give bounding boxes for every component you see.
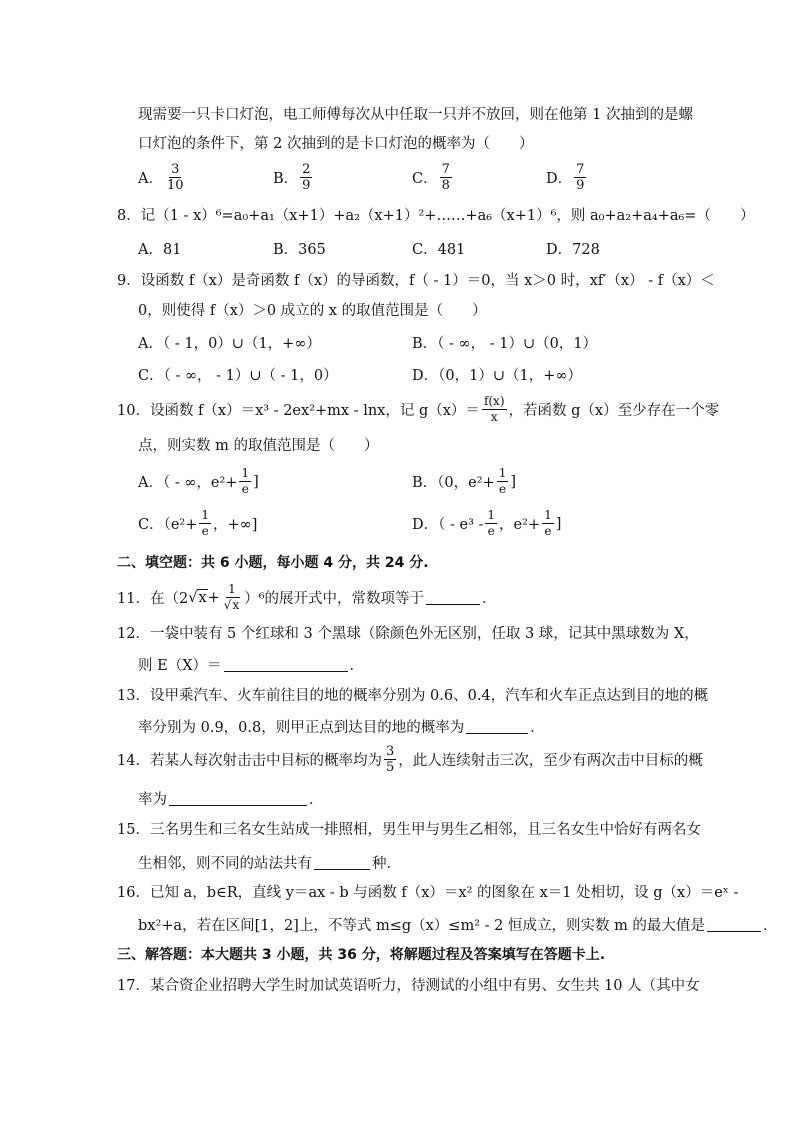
q15-line2: 生相邻，则不同的站法共有 种． (138, 856, 401, 872)
q7-option-a[interactable]: A． $\frac{3}{10}$ (138, 162, 184, 193)
q10-line2: 点，则实数 m 的取值范围是（ ） (138, 438, 379, 454)
q11: 11．在（2 √ x + $\frac{1}{√x}$ ）⁶的展开式中，常数项等于 ． (117, 582, 497, 612)
fraction: $\frac{2}{9}$ (302, 162, 311, 193)
q8-option-b[interactable]: B．365 (273, 242, 326, 258)
fraction: $\frac{1}{e}$ (498, 466, 507, 496)
fraction: $\frac{7}{9}$ (576, 162, 585, 193)
q10-option-a[interactable]: A．（ - ∞，e²+ $\frac{1}{e}$ ] (138, 466, 259, 496)
fraction: $\frac{f(x)}{x}$ (483, 394, 505, 424)
q10-option-b[interactable]: B．（0，e²+ $\frac{1}{e}$ ] (412, 466, 516, 496)
answer-blank[interactable] (426, 590, 480, 605)
q7-line1: 现需要一只卡口灯泡，电工师傅每次从中任取一只并不放回，则在他第 1 次抽到的是螺 (138, 107, 693, 123)
q10-line1: 10．设函数 f（x）＝x³ - 2ex²+mx - lnx，记 g（x）＝ $\frac{f(x)}{x}$ ，若函数 g（x）至少存在一个零 (117, 394, 720, 424)
fraction: $\frac{1}{e}$ (487, 508, 496, 538)
q17-line1: 17．某合资企业招聘大学生时加试英语听力，待测试的小组中有男、女生共 10 人（其中女 (117, 978, 700, 994)
fraction: $\frac{7}{8}$ (441, 162, 450, 193)
q9-option-a[interactable]: A．（ - 1，0）∪（1，+∞） (138, 336, 321, 352)
q16-line2: bx²+a，若在区间[1，2]上，不等式 m≤g（x）≤m² - 2 恒成立，则实数 m 的最大值是 ． (138, 918, 778, 934)
q8-option-c[interactable]: C．481 (412, 242, 466, 258)
q13-line1: 13．设甲乘汽车、火车前往目的地的概率分别为 0.6、0.4，汽车和火车正点达到目的地的概 (117, 688, 709, 704)
q14-line1: 14．若某人每次射击击中目标的概率均为 $\frac{3}{5}$ ，此人连续射击三次，至少有两次击中目标的概 (117, 744, 703, 775)
q8-stem: 8．记（1 - x）⁶=a₀+a₁（x+1）+a₂（x+1）²+……+a₆（x+1）⁶，则 a₀+a₂+a₄+a₆=（ ） (117, 208, 755, 224)
q9-line2: 0，则使得 f（x）＞0 成立的 x 的取值范围是（ ） (138, 303, 487, 319)
answer-blank[interactable] (707, 917, 761, 932)
q8-option-d[interactable]: D．728 (546, 242, 600, 258)
q7-line2: 口灯泡的条件下，第 2 次抽到的是卡口灯泡的概率为（ ） (138, 136, 534, 152)
section-2-heading: 二、填空题：共 6 小题，每小题 4 分，共 24 分. (117, 555, 429, 571)
fraction: $\frac{1}{e}$ (241, 466, 250, 496)
fraction: $\frac{1}{e}$ (544, 508, 552, 538)
answer-blank[interactable] (169, 791, 307, 806)
q16-line1: 16．已知 a，b∈R，直线 y＝ax - b 与函数 f（x）＝x² 的图象在 x＝1 处相切，设 g（x）＝eˣ - (117, 885, 739, 901)
q9-option-b[interactable]: B．（ - ∞， - 1）∪（0，1） (412, 336, 598, 352)
q9-option-d[interactable]: D．（0，1）∪（1，+∞） (412, 368, 582, 384)
q7-option-c[interactable]: C． $\frac{7}{8}$ (412, 162, 450, 193)
answer-blank[interactable] (224, 657, 348, 672)
q9-line1: 9．设函数 f（x）是奇函数 f（x）的导函数，f（ - 1）＝0，当 x＞0 时，xf′（x） - f（x）＜ (117, 273, 715, 289)
q13-line2: 率分别为 0.9，0.8，则甲正点到达目的地的概率为 ． (138, 720, 545, 736)
fraction: $\frac{3}{10}$ (166, 162, 184, 193)
q15-line1: 15．三名男生和三名女生站成一排照相，男生甲与男生乙相邻，且三名女生中恰好有两名女 (117, 822, 701, 838)
section-3-heading: 三、解答题：本大题共 3 小题，共 36 分，将解题过程及答案填写在答题卡上. (117, 947, 606, 963)
q12-line1: 12．一袋中装有 5 个红球和 3 个黑球（除颜色外无区别，任取 3 球，记其中黑球数为 X， (117, 626, 699, 642)
fraction: $\frac{1}{√x}$ (223, 582, 240, 612)
sqrt-sign: √ (188, 589, 198, 606)
answer-blank[interactable] (314, 855, 370, 870)
answer-blank[interactable] (466, 719, 528, 734)
q10-option-d[interactable]: D．（ - e³ - $\frac{1}{e}$ ，e²+ $\frac{1}{e}$ ] (412, 508, 562, 538)
q7-option-d[interactable]: D． $\frac{7}{9}$ (546, 162, 585, 193)
fraction: $\frac{1}{e}$ (201, 508, 210, 538)
q14-line2: 率为 ． (138, 792, 324, 808)
q7-option-b[interactable]: B． $\frac{2}{9}$ (273, 162, 311, 193)
q10-option-c[interactable]: C．（e²+ $\frac{1}{e}$ ，+∞] (138, 508, 258, 538)
fraction: $\frac{3}{5}$ (385, 744, 395, 775)
q9-option-c[interactable]: C．（ - ∞， - 1）∪（ - 1，0） (138, 368, 338, 384)
q8-option-a[interactable]: A．81 (138, 242, 182, 258)
q12-line2: 则 E（X）＝ ． (138, 658, 365, 674)
